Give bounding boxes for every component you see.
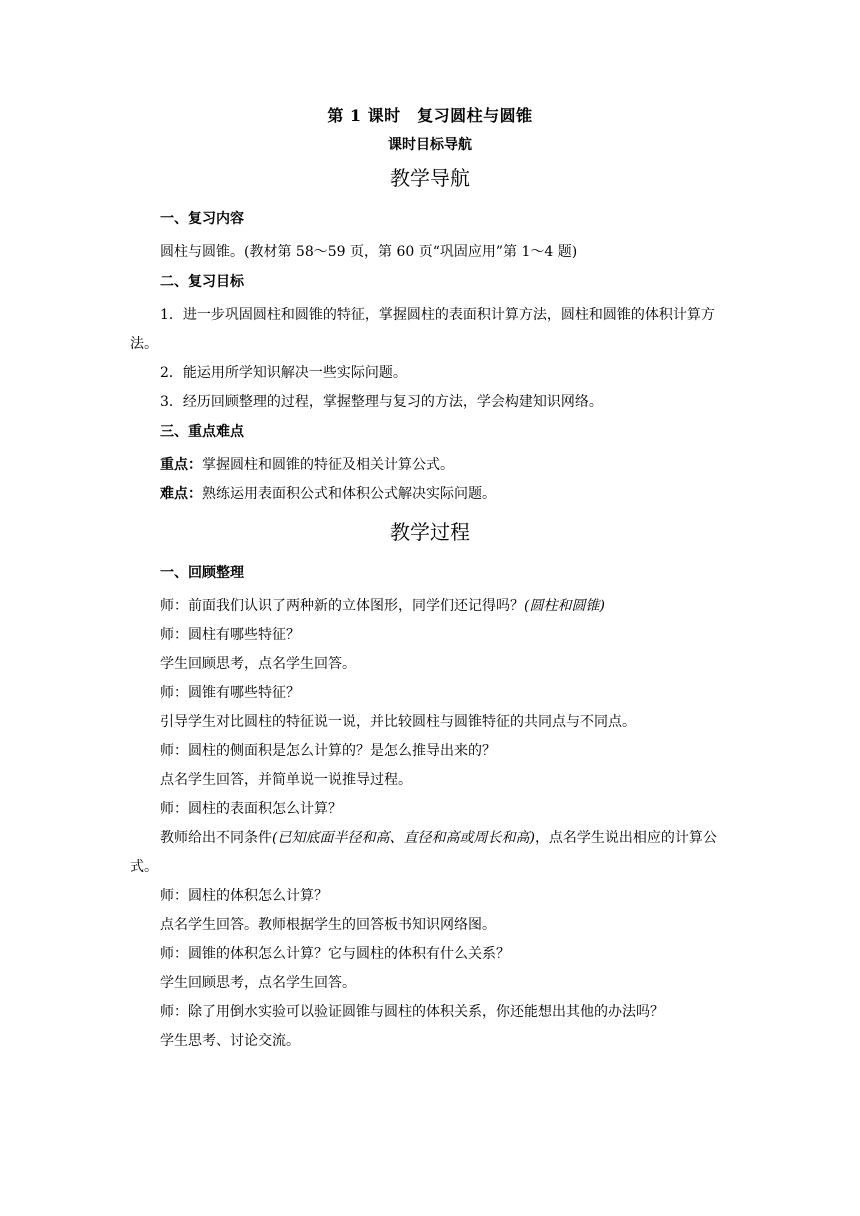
lesson-title: 第 1 课时 复习圆柱与圆锥 xyxy=(327,106,533,125)
key-point-text: 掌握圆柱和圆锥的特征及相关计算公式。 xyxy=(202,457,454,473)
process-line-9: 教师给出不同条件(已知底面半径和高、直径和高或周长和高)，点名学生说出相应的计算公式。 xyxy=(130,830,717,875)
process-line-10: 师：圆柱的体积怎么计算？ xyxy=(160,888,328,904)
process-line-12: 师：圆锥的体积怎么计算？它与圆柱的体积有什么关系？ xyxy=(160,946,510,962)
goal-item-1: 1．进一步巩固圆柱和圆锥的特征，掌握圆柱的表面积计算方法，圆柱和圆锥的体积计算方法。 xyxy=(130,307,715,352)
process-line-3: 学生回顾思考，点名学生回答。 xyxy=(160,656,356,672)
process-line-5: 引导学生对比圆柱的特征说一说，并比较圆柱与圆锥特征的共同点与不同点。 xyxy=(160,714,636,730)
review-organize-heading: 一、回顾整理 xyxy=(160,565,244,581)
key-points-heading: 三、重点难点 xyxy=(160,424,244,440)
process-line-6: 师：圆柱的侧面积是怎么计算的？是怎么推导出来的？ xyxy=(160,743,496,759)
process-line-14: 师：除了用倒水实验可以验证圆锥与圆柱的体积关系，你还能想出其他的办法吗？ xyxy=(160,1004,664,1020)
goal-item-2: 2．能运用所学知识解决一些实际问题。 xyxy=(160,365,407,381)
process-line-8: 师：圆柱的表面积怎么计算？ xyxy=(160,801,342,817)
difficulty-label: 难点： xyxy=(160,486,202,502)
process-line-11: 点名学生回答。教师根据学生的回答板书知识网络图。 xyxy=(160,917,496,933)
teaching-nav-heading: 教学导航 xyxy=(390,166,470,190)
process-line-13: 学生回顾思考，点名学生回答。 xyxy=(160,975,356,991)
document-content xyxy=(130,103,730,1056)
review-goals-heading: 二、复习目标 xyxy=(160,274,244,290)
process-line-2: 师：圆柱有哪些特征？ xyxy=(160,627,300,643)
process-line-7: 点名学生回答，并简单说一说推导过程。 xyxy=(160,772,412,788)
difficulty-line xyxy=(130,480,730,509)
process-line-4: 师：圆锥有哪些特征？ xyxy=(160,685,300,701)
difficulty-text: 熟练运用表面积公式和体积公式解决实际问题。 xyxy=(202,486,496,502)
review-content-text: 圆柱与圆锥。(教材第 58～59 页，第 60 页“巩固应用”第 1～4 题) xyxy=(160,244,578,260)
lesson-subtitle: 课时目标导航 xyxy=(388,137,472,153)
review-content-heading: 一、复习内容 xyxy=(160,211,244,227)
process-line-1: 师：前面我们认识了两种新的立体图形，同学们还记得吗？(圆柱和圆锥) xyxy=(160,598,605,614)
process-line-15: 学生思考、讨论交流。 xyxy=(160,1033,300,1049)
teaching-process-heading: 教学过程 xyxy=(390,520,470,544)
key-point-label: 重点： xyxy=(160,457,202,473)
goal-item-3: 3．经历回顾整理的过程，掌握整理与复习的方法，学会构建知识网络。 xyxy=(160,394,603,410)
key-point-line xyxy=(130,451,730,480)
